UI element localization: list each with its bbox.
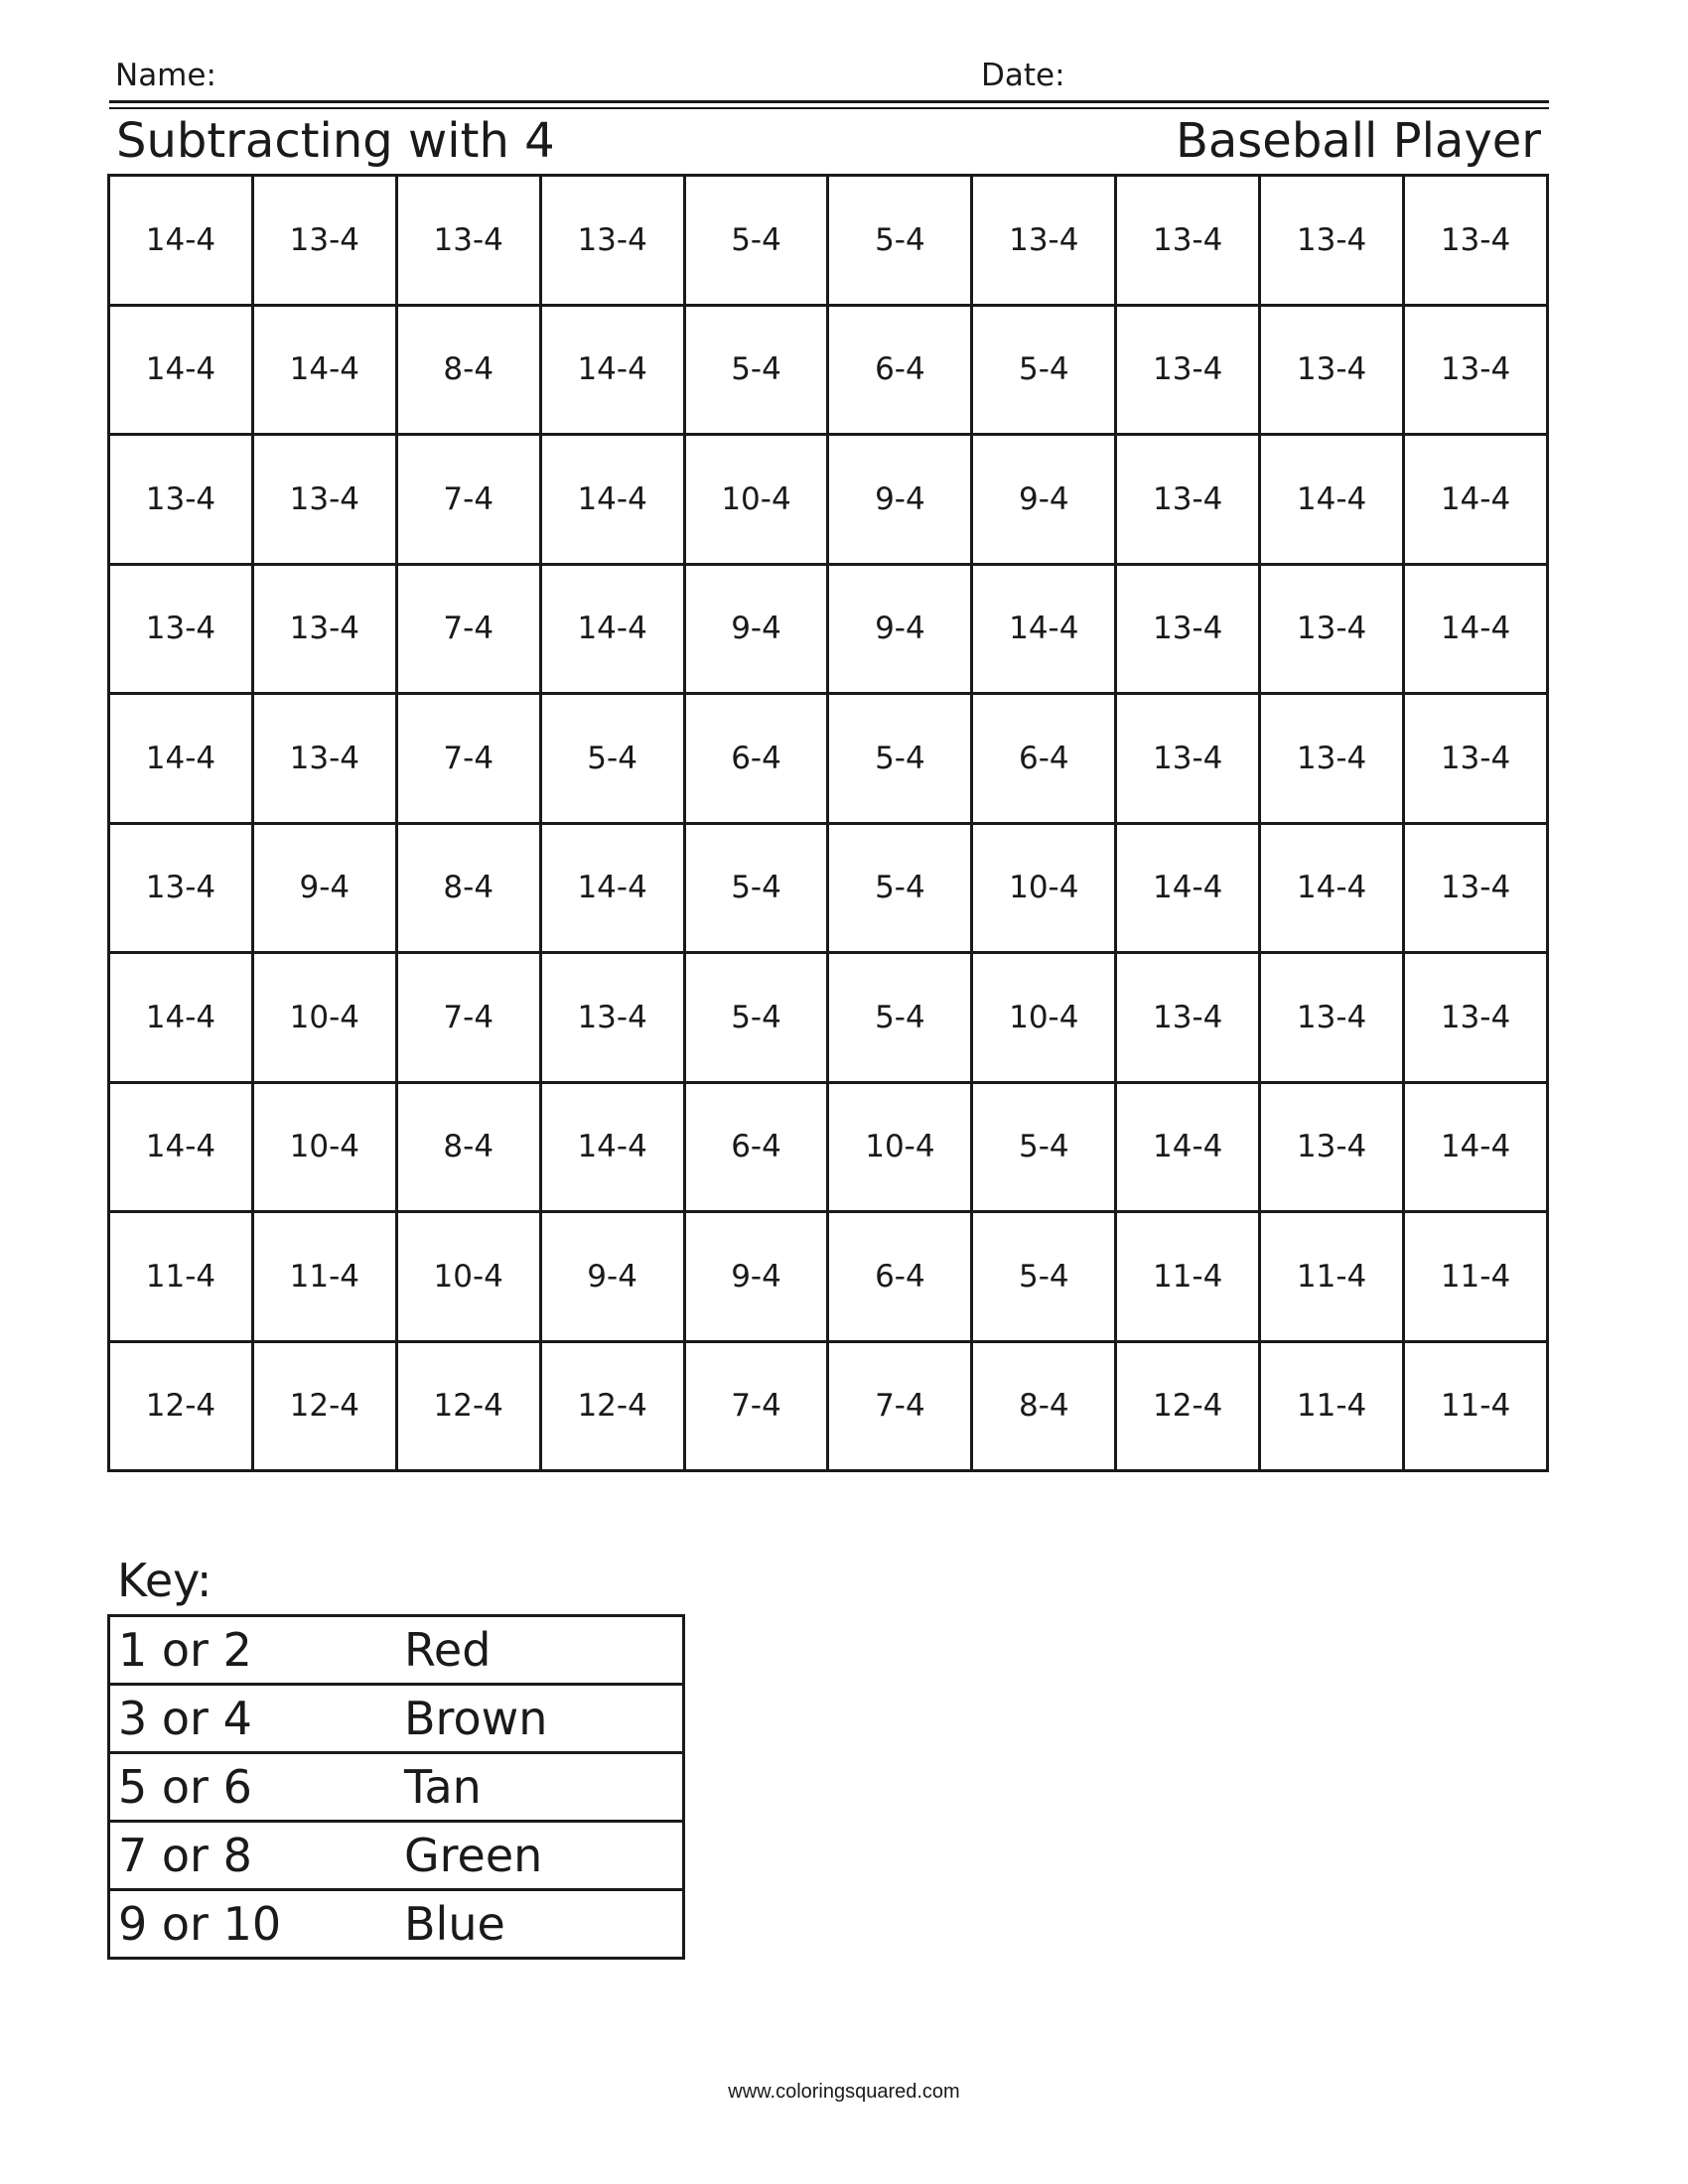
grid-cell[interactable]: 14-4	[109, 953, 253, 1083]
grid-cell[interactable]: 13-4	[396, 176, 540, 306]
grid-row	[109, 1212, 1548, 1342]
grid-cell[interactable]: 13-4	[1116, 176, 1260, 306]
grid-cell[interactable]: 8-4	[972, 1341, 1116, 1471]
grid-cell[interactable]: 6-4	[828, 305, 972, 435]
date-label: Date:	[981, 58, 1065, 93]
grid-cell[interactable]: 14-4	[540, 435, 684, 565]
key-range: 9 or 10	[109, 1890, 397, 1959]
color-key-table	[107, 1614, 685, 1960]
key-row	[109, 1753, 684, 1822]
grid-cell[interactable]: 13-4	[252, 564, 396, 694]
grid-cell[interactable]: 11-4	[1260, 1212, 1404, 1342]
key-color: Red	[396, 1616, 684, 1685]
grid-cell[interactable]: 6-4	[972, 694, 1116, 824]
grid-cell[interactable]: 10-4	[684, 435, 828, 565]
grid-cell[interactable]: 14-4	[1116, 1082, 1260, 1212]
grid-cell[interactable]: 14-4	[540, 823, 684, 953]
grid-cell[interactable]: 10-4	[252, 1082, 396, 1212]
grid-cell[interactable]: 12-4	[396, 1341, 540, 1471]
grid-row	[109, 305, 1548, 435]
grid-row	[109, 1082, 1548, 1212]
grid-cell[interactable]: 13-4	[1260, 564, 1404, 694]
grid-cell[interactable]: 7-4	[396, 435, 540, 565]
grid-cell[interactable]: 13-4	[1116, 694, 1260, 824]
key-color: Green	[396, 1822, 684, 1890]
grid-cell[interactable]: 11-4	[252, 1212, 396, 1342]
grid-cell[interactable]: 9-4	[828, 435, 972, 565]
key-color: Brown	[396, 1685, 684, 1753]
grid-cell[interactable]: 13-4	[252, 694, 396, 824]
grid-cell[interactable]: 5-4	[828, 953, 972, 1083]
grid-cell[interactable]: 7-4	[684, 1341, 828, 1471]
grid-cell[interactable]: 14-4	[109, 305, 253, 435]
grid-cell[interactable]: 10-4	[396, 1212, 540, 1342]
grid-cell[interactable]: 5-4	[684, 305, 828, 435]
grid-cell[interactable]: 7-4	[396, 694, 540, 824]
header-line	[109, 52, 1549, 99]
grid-row	[109, 823, 1548, 953]
grid-cell[interactable]: 11-4	[1404, 1341, 1548, 1471]
grid-cell[interactable]: 5-4	[828, 176, 972, 306]
grid-cell[interactable]: 14-4	[1404, 1082, 1548, 1212]
grid-cell[interactable]: 10-4	[972, 823, 1116, 953]
grid-cell[interactable]: 13-4	[972, 176, 1116, 306]
grid-cell[interactable]: 14-4	[540, 1082, 684, 1212]
grid-cell[interactable]: 13-4	[1116, 564, 1260, 694]
grid-cell[interactable]: 11-4	[1260, 1341, 1404, 1471]
grid-cell[interactable]: 13-4	[1260, 176, 1404, 306]
grid-cell[interactable]: 10-4	[972, 953, 1116, 1083]
grid-cell[interactable]: 5-4	[684, 176, 828, 306]
grid-cell[interactable]: 13-4	[1260, 953, 1404, 1083]
key-row	[109, 1616, 684, 1685]
grid-cell[interactable]: 14-4	[540, 305, 684, 435]
key-row	[109, 1685, 684, 1753]
grid-row	[109, 1341, 1548, 1471]
grid-cell[interactable]: 9-4	[972, 435, 1116, 565]
grid-cell[interactable]: 14-4	[1116, 823, 1260, 953]
grid-cell[interactable]: 13-4	[1260, 305, 1404, 435]
grid-cell[interactable]: 12-4	[540, 1341, 684, 1471]
key-range: 7 or 8	[109, 1822, 397, 1890]
grid-cell[interactable]: 13-4	[1404, 694, 1548, 824]
grid-cell[interactable]: 13-4	[1404, 953, 1548, 1083]
grid-cell[interactable]: 10-4	[828, 1082, 972, 1212]
footer-url: www.coloringsquared.com	[728, 2081, 960, 2103]
header-rule-top	[109, 100, 1549, 103]
grid-cell[interactable]: 13-4	[1404, 176, 1548, 306]
grid-cell[interactable]: 14-4	[109, 176, 253, 306]
grid-cell[interactable]: 11-4	[1116, 1212, 1260, 1342]
grid-cell[interactable]: 14-4	[1260, 823, 1404, 953]
grid-cell[interactable]: 8-4	[396, 823, 540, 953]
grid-cell[interactable]: 9-4	[252, 823, 396, 953]
grid-cell[interactable]: 5-4	[972, 1082, 1116, 1212]
grid-cell[interactable]: 14-4	[109, 694, 253, 824]
grid-cell[interactable]: 9-4	[828, 564, 972, 694]
grid-cell[interactable]: 14-4	[252, 305, 396, 435]
key-range: 1 or 2	[109, 1616, 397, 1685]
grid-cell[interactable]: 6-4	[684, 694, 828, 824]
grid-row	[109, 953, 1548, 1083]
key-row	[109, 1822, 684, 1890]
grid-cell[interactable]: 13-4	[1260, 694, 1404, 824]
grid-cell[interactable]: 11-4	[109, 1212, 253, 1342]
grid-cell[interactable]: 5-4	[972, 305, 1116, 435]
worksheet-title: Subtracting with 4	[116, 113, 555, 169]
grid-cell[interactable]: 9-4	[684, 564, 828, 694]
grid-cell[interactable]: 8-4	[396, 1082, 540, 1212]
problem-grid	[107, 174, 1549, 1472]
grid-cell[interactable]: 13-4	[1404, 305, 1548, 435]
grid-cell[interactable]: 13-4	[1116, 305, 1260, 435]
grid-cell[interactable]: 9-4	[540, 1212, 684, 1342]
grid-cell[interactable]: 6-4	[828, 1212, 972, 1342]
key-label: Key:	[117, 1554, 212, 1607]
grid-cell[interactable]: 7-4	[396, 953, 540, 1083]
grid-cell[interactable]: 14-4	[1404, 564, 1548, 694]
key-range: 3 or 4	[109, 1685, 397, 1753]
grid-cell[interactable]: 5-4	[828, 823, 972, 953]
grid-cell[interactable]: 13-4	[109, 564, 253, 694]
key-row	[109, 1890, 684, 1959]
grid-row	[109, 694, 1548, 824]
key-color: Tan	[396, 1753, 684, 1822]
grid-cell[interactable]: 6-4	[684, 1082, 828, 1212]
grid-cell[interactable]: 11-4	[1404, 1212, 1548, 1342]
grid-cell[interactable]: 7-4	[396, 564, 540, 694]
grid-cell[interactable]: 13-4	[252, 176, 396, 306]
grid-row	[109, 176, 1548, 306]
grid-cell[interactable]: 5-4	[684, 823, 828, 953]
key-range: 5 or 6	[109, 1753, 397, 1822]
grid-row	[109, 564, 1548, 694]
grid-cell[interactable]: 13-4	[1404, 823, 1548, 953]
header-rule-bottom	[109, 107, 1549, 109]
name-label: Name:	[115, 58, 216, 93]
grid-cell[interactable]: 14-4	[1404, 435, 1548, 565]
grid-cell[interactable]: 5-4	[828, 694, 972, 824]
grid-cell[interactable]: 12-4	[109, 1341, 253, 1471]
grid-cell[interactable]: 9-4	[684, 1212, 828, 1342]
grid-cell[interactable]: 5-4	[684, 953, 828, 1083]
grid-cell[interactable]: 13-4	[1116, 435, 1260, 565]
grid-cell[interactable]: 14-4	[540, 564, 684, 694]
key-color: Blue	[396, 1890, 684, 1959]
grid-cell[interactable]: 7-4	[828, 1341, 972, 1471]
grid-cell[interactable]: 13-4	[540, 953, 684, 1083]
grid-cell[interactable]: 13-4	[252, 435, 396, 565]
grid-cell[interactable]: 14-4	[1260, 435, 1404, 565]
grid-cell[interactable]: 13-4	[1260, 1082, 1404, 1212]
grid-cell[interactable]: 14-4	[109, 1082, 253, 1212]
grid-cell[interactable]: 5-4	[972, 1212, 1116, 1342]
grid-cell[interactable]: 14-4	[972, 564, 1116, 694]
grid-cell[interactable]: 5-4	[540, 694, 684, 824]
grid-cell[interactable]: 13-4	[540, 176, 684, 306]
grid-cell[interactable]: 8-4	[396, 305, 540, 435]
grid-cell[interactable]: 13-4	[1116, 953, 1260, 1083]
grid-cell[interactable]: 12-4	[252, 1341, 396, 1471]
grid-cell[interactable]: 10-4	[252, 953, 396, 1083]
grid-cell[interactable]: 12-4	[1116, 1341, 1260, 1471]
grid-row	[109, 435, 1548, 565]
picture-title: Baseball Player	[1175, 113, 1541, 169]
grid-cell[interactable]: 13-4	[109, 823, 253, 953]
grid-cell[interactable]: 13-4	[109, 435, 253, 565]
